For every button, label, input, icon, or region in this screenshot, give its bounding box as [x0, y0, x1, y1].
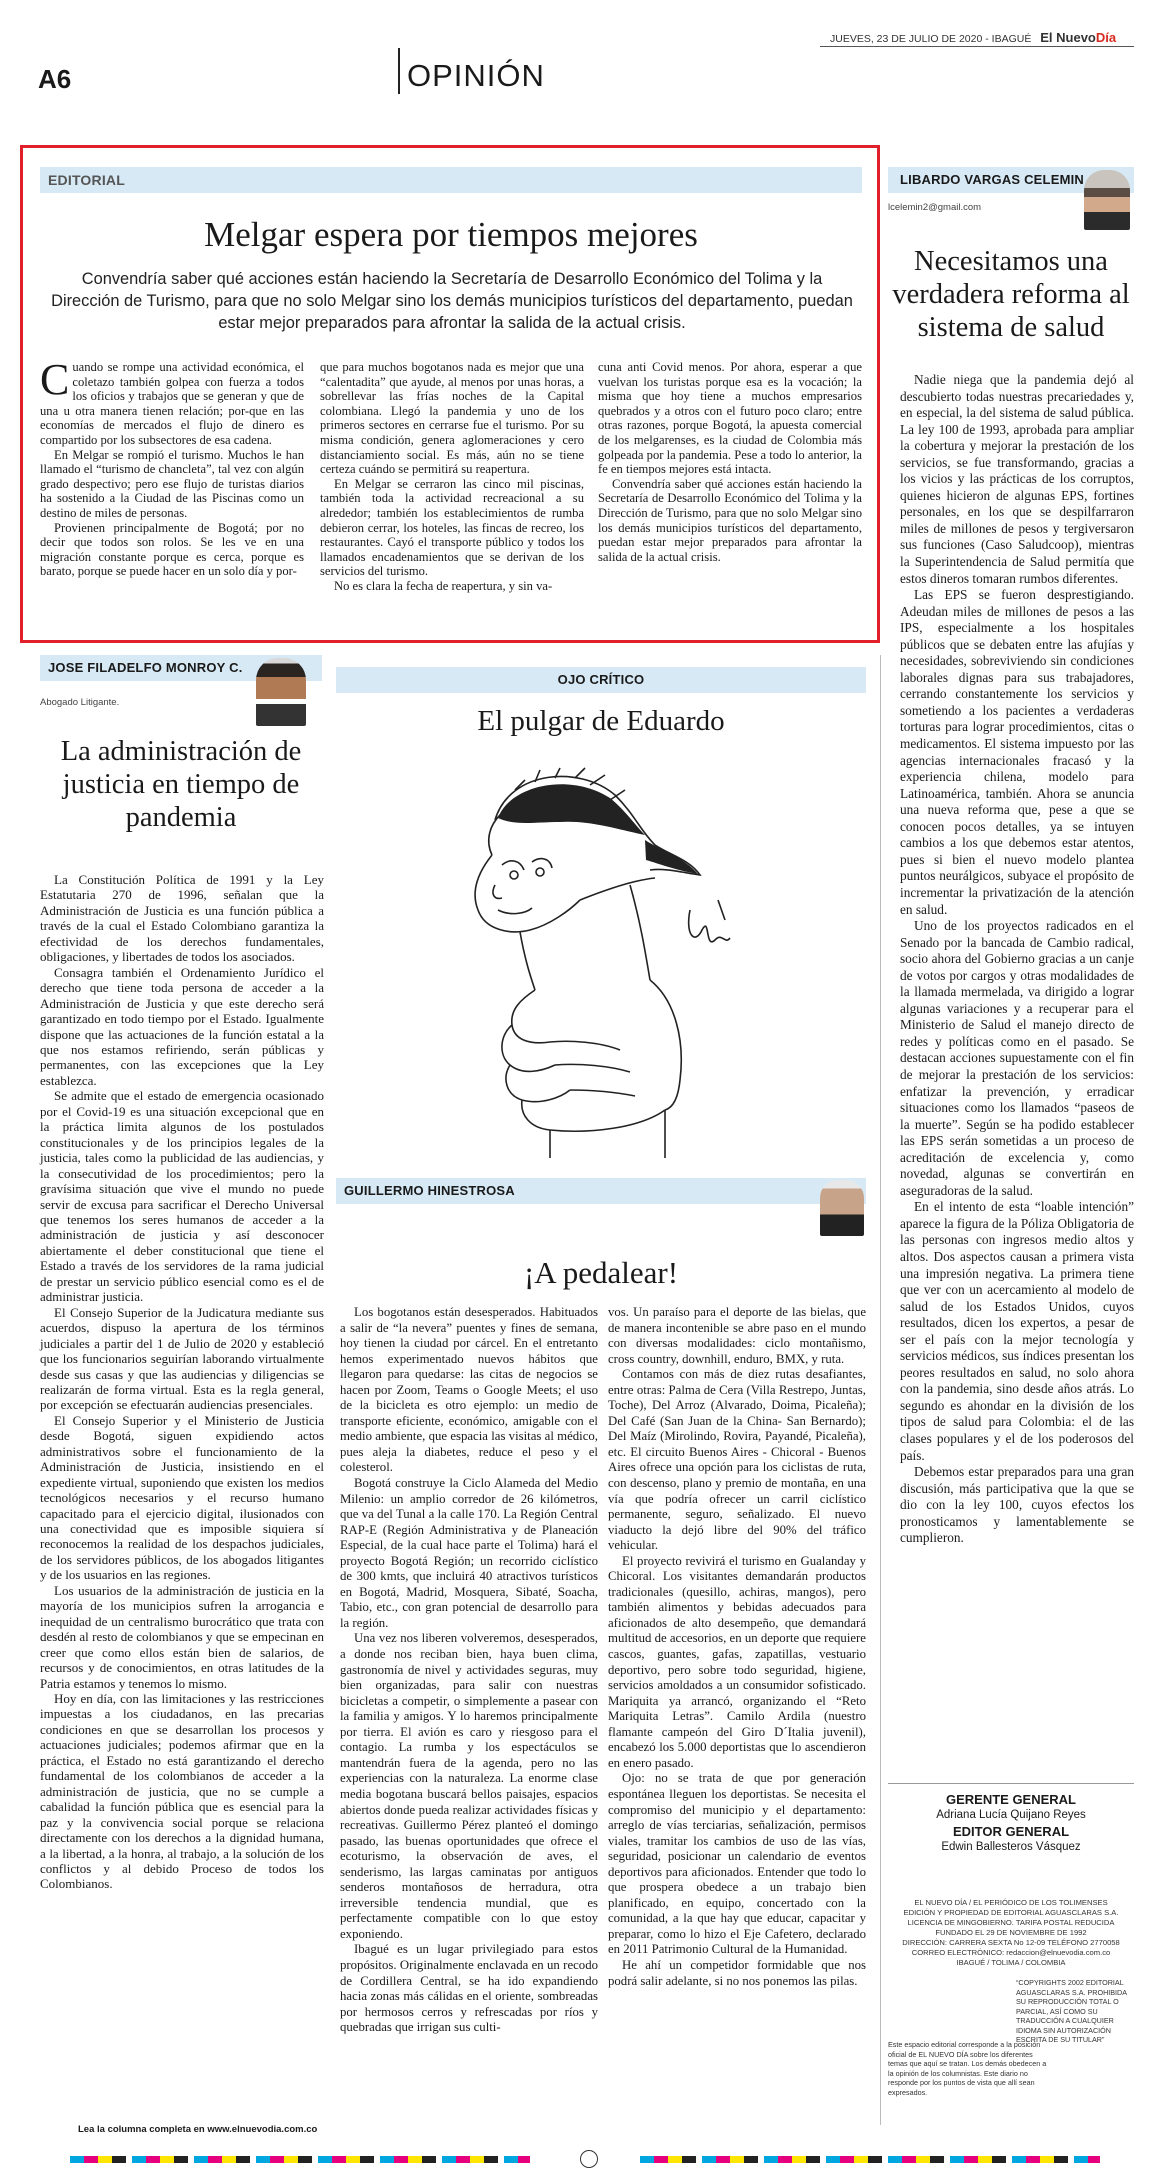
monroy-p1: La Constitución Política de 1991 y la Ley Estatutaria 270 de 1996, señalan que la Administración de Justicia es una función pública a través de la cual el Estado Colombiano garantiza la efectividad de los derechos fundamentales, obligaciones, y libertades de todos los asociados.	[40, 872, 324, 965]
hinestrosa-col-1	[340, 1305, 598, 2036]
monroy-author: JOSE FILADELFO MONROY C.	[48, 660, 243, 675]
editorial-col3-p2: Convendría saber qué acciones están haciendo la Secretaría de Desarrollo Económico del Tolima y la Dirección de Turismo, para que no solo Melgar sino los demás municipios turísticos del departamento, puedan estar mejor preparados para afrontar la salida de la actual crisis.	[598, 476, 862, 564]
editorial-col2-p3: No es clara la fecha de reapertura, y sin va-	[334, 578, 553, 593]
monroy-title: La administración de justicia en tiempo de pandemia	[60, 736, 302, 833]
hinestrosa-col1-p2: Bogotá construye la Ciclo Alameda del Medio Milenio: un amplio corredor de 26 kilómetros, que va del Tunal a la calle 170. La Región Central RAP-E (Región Administrativa y de Planeación Especial, de la cual hace parte el Tolima) hará el proyecto Bogotá Región; un recorrido ciclístico de 300 kmts, que incluirá 40 atractivos turísticos en Bogotá, Madrid, Mosquera, Sibaté, Soacha, Tabio, etc., con gran potencial de desarrollo para la región.	[340, 1476, 598, 1630]
hinestrosa-col2-p5: He ahí un competidor formidable que nos podrá salir adelante, si no nos ponemos las pilas.	[608, 1957, 866, 1988]
editor-label: EDITOR GENERAL	[952, 1824, 1070, 1839]
hinestrosa-col2-p1: vos. Un paraíso para el deporte de las bielas, que de manera incontenible se abre paso en el mundo con diversas modalidades: ciclo montañismo, cross country, downhill, enduro, BMX, y ruta.	[608, 1305, 866, 1366]
imprint-line: EDICIÓN Y PROPIEDAD DE EDITORIAL AGUASCLARAS S.A.	[903, 1908, 1119, 1917]
monroy-author-photo	[256, 658, 306, 726]
editorial-col1-p2: En Melgar se rompió el turismo. Muchos le han llamado el “turismo de chancleta”, tal vez con algún grado despectivo; pero ese flujo de turistas diarios ha sostenido a la Ciudad de las Piscinas como un destino de miles de personas.	[40, 447, 304, 520]
color-bar	[70, 2156, 530, 2163]
hinestrosa-title: ¡A pedalear!	[523, 1255, 679, 1290]
masthead	[1040, 30, 1116, 45]
vargas-email: lcelemin2@gmail.com	[888, 202, 982, 213]
dateline-text: JUEVES, 23 DE JULIO DE 2020 - IBAGUÉ	[830, 33, 1032, 45]
gerente-name: Adriana Lucía Quijano Reyes	[936, 1809, 1086, 1821]
page-number: A6	[38, 64, 72, 94]
section-title: OPINIÓN	[407, 58, 545, 93]
hinestrosa-col2-p3: El proyecto revivirá el turismo en Gualanday y Chicoral. Los visitantes demandarán productos tradicionales (quesillo, achiras, mangos), pero también alimentos y bebidas adecuados para aficionados de alto desempeño, que demandará multitud de accesorios, en un deporte que requiere cascos, guantes, gafas, zapatillas, vestuario deportivo, pero sobre todo seguridad, higiene, servicios amoldados a un consumidor sofisticado. Mariquita ya arrancó, organizando el “Reto Mariquita Letras”. Camilo Ardila (nuestro flamante campeón del Giro D´Italia juvenil), encabezó los 5.000 deportistas que lo ascendieron en enero pasado.	[608, 1553, 866, 1770]
vargas-p1: Nadie niega que la pandemia dejó al descubierto todas nuestras precariedades y, en especial, la del sistema de salud pública. La ley 100 de 1993, aprobada para ampliar la cobertura y mejorar la prestación de los servicios, se fue transformando, gracias a los vicios y las prácticas de los corruptos, quienes hicieron de algunas EPS, fortines personales, en los que se despilfarraron miles de millones de pesos y tergiversaron sus funciones (Caso Saludcoop), mientras la Superintendencia de Salud permitía que estos dineros tomaran rumbos diferentes.	[900, 372, 1134, 586]
vargas-p3: Uno de los proyectos radicados en el Senado por la bancada de Cambio radical, socio ahora del Gobierno gracias a un canje de votos por cargos y otras modalidades de la llamada mermelada, va dirigido a lograr algunas variaciones y a recuperar para el Ministerio de Salud el manejo directo de redes y políticas como en el pasado. Se destacan acciones supuestamente con el fin de mejorar la prestación de los servicios: enfatizar la prevención, y erradicar situaciones como los llamados “paseos de la muerte”. Según se ha podido establecer las EPS serán sometidas a un proceso de acreditación de excelencia y, como novedad, algunas se convertirán en aseguradoras de la salud.	[900, 918, 1134, 1198]
column-rule-right	[880, 655, 881, 2125]
hinestrosa-author: GUILLERMO HINESTROSA	[344, 1183, 515, 1198]
gerente-label: GERENTE GENERAL	[945, 1792, 1076, 1807]
monroy-role: Abogado Litigante.	[40, 697, 120, 708]
imprint-line: DIRECCIÓN: CARRERA SEXTA No 12-09 TELÉFONO 2770058	[902, 1938, 1120, 1947]
section-divider	[398, 48, 400, 94]
imprint-line: EL NUEVO DÍA / EL PERIÓDICO DE LOS TOLIMENSES	[914, 1898, 1108, 1907]
ojo-critico-title: El pulgar de Eduardo	[477, 705, 725, 737]
dateline	[830, 30, 1116, 45]
imprint-line: LICENCIA DE MINGOBIERNO. TARIFA POSTAL REDUCIDA	[907, 1918, 1115, 1927]
hinestrosa-col1-p4: Ibagué es un lugar privilegiado para estos propósitos. Originalmente enclavada en un recodo de Cordillera Central, se ha ido expandiendo hacia zonas más cálidas en el oriente, sombreadas por hermosos cerros y refrescadas por ríos y quebradas que irrigan sus culti-	[340, 1942, 598, 2035]
copyright-notice: “COPYRIGHTS 2002 EDITORIAL AGUASCLARAS S.A. PROHIBIDA SU REPRODUCCIÓN TOTAL O PARCIAL, ASÍ COMO SU TRADUCCIÓN A CUALQUIER IDIOMA SIN AUTORIZACIÓN ESCRITA DE SU TITULAR”	[1016, 1978, 1127, 2044]
color-bar	[640, 2156, 1100, 2163]
hinestrosa-col-2	[608, 1305, 866, 1989]
staff-top-rule	[888, 1783, 1134, 1784]
editorial-col2-p2: En Melgar se cerraron las cinco mil piscinas, también toda la actividad recreacional a su alrededor; también los establecimientos de rumba debieron cerrar, los hoteles, las fincas de recreo, los restaurantes. Cayó el transporte público y todos los llamados encadenamientos que se derivan de los servicios del turismo.	[320, 476, 584, 579]
monroy-p5: El Consejo Superior y el Ministerio de Justicia desde Bogotá, siguen expidiendo actos administrativos sobre el funcionamiento de la Administración de Justicia, insistiendo en el expediente virtual, suponiendo que existen los medios tecnológicos necesarios y el recurso humano capacitado para el ejercicio digital, ilusionados con una conectividad que es imposible siquiera sí reconocemos la realidad de los despachos judiciales, de los servidores públicos, de los abogados litigantes y de los usuarios en las regiones.	[40, 1412, 324, 1583]
header-rule	[820, 46, 1134, 47]
registration-mark	[580, 2150, 598, 2168]
vargas-p5: Debemos estar preparados para una gran discusión, más participativa que la que se dio con la ley 100, cuyos efectos los pronosticamos y lamentablemente se cumplieron.	[900, 1464, 1134, 1546]
imprint-line: FUNDADO EL 29 DE NOVIEMBRE DE 1992	[935, 1928, 1087, 1937]
monroy-body	[40, 872, 324, 1892]
editorial-dropcap: C	[40, 355, 70, 404]
staff-box	[888, 1792, 1134, 1853]
ojo-critico-label: OJO CRÍTICO	[557, 672, 645, 687]
editorial-col2-p1: que para muchos bogotanos nada es mejor que una “calentadita” que ayude, al menos por unas horas, a sobrellevar las frías noches de la Capital colombiana. Llegó la pandemia y uno de los primeros sectores en cerrarse fue el turismo. Por su misma condición, genera aglomeraciones y cero distanciamiento social. Es más, aún no se tiene certeza cuándo se permitirá su reapertura.	[320, 360, 584, 477]
imprint	[888, 1898, 1134, 1968]
editorial-title: Melgar espera por tiempos mejores	[204, 215, 698, 254]
monroy-p2: Consagra también el Ordenamiento Jurídico el derecho que tiene toda persona de acceder a la Administración de Justicia y que este derecho será garantizado en todo tiempo por el Estado. Igualmente dispone que las actuaciones de la función estatal a la que nos estamos refiriendo, serán públicas y permanentes, con las excepciones que la Ley establezca.	[40, 964, 324, 1088]
editorial-col3-p1: cuna anti Covid menos. Por ahora, esperar a que vuelvan los turistas porque esa es la vocación; la misma que hoy tiene a muchos empresarios quebrados y a otros con el futuro poco claro; entre otras razones, porque Bogotá, la apuesta comercial de los melgarenses, es la ciudad de Colombia más golpeada por la pandemia. Pese a todo lo anterior, la fe en tiempos mejores está intacta.	[598, 360, 862, 477]
editorial-col1-p1: uando se rompe una actividad económica, el coletazo también golpea con fuerza a todos los oficios y trabajos que se generan y que de una u otra manera tienen relación; por-que en las economías de mercados el flujo de dinero es compartido por los subsectores de esa cadena.	[40, 360, 304, 447]
editorial-col-3	[598, 360, 862, 564]
masthead-accent: Día	[1095, 30, 1117, 45]
hinestrosa-col1-p3: Una vez nos liberen volveremos, desesperados, a donde nos reciban bien, haya buen clima, gastronomía de nivel y actividades seguras, muy bien organizadas, para salir con nuestras bicicletas a competir, o simplemente a pasear con la familia y amigos. Y lo haremos principalmente por tierra. El avión es caro y riesgoso para el contagio. La rumba y los espectáculos se mantendrán fuera de la agenda, pero no las experiencias con la naturaleza. La enorme clase media bogotana buscará bellos paisajes, espacios abiertos donde pueda realizar actividades físicas y recreativas. Guillermo Pérez planteó el domingo pasado, las buenas oportunidades que ofrece el ecoturismo, la observación de aves, el senderismo, las largas caminatas por antiguos senderos montañosos de herradura, otra irreversible tendencia mundial, que es perfectamente compatible con lo que estoy exponiendo.	[340, 1631, 598, 1941]
vargas-p4: En el intento de esta “loable intención” aparece la figura de la Póliza Obligatoria de las personas con ingresos medio altos y altos. Dos aspectos causan a primera vista una impresión negativa. La primera tiene que ver con un acercamiento al modelo de salud de los Estados Unidos, cuyos resultados, dicen los expertos, a pesar de ser el país con la mejor tecnología y servicios médicos, sus índices presentan los peores resultados en salud, no solo ahora con la pandemia, sino desde años atrás. Lo segundo es ahondar en la división de los tipos de salud para Colombia: el de las clases populares y el de los poderosos del país.	[900, 1199, 1134, 1463]
editorial-label-bar	[40, 167, 862, 193]
editorial-col1-p3: Provienen principalmente de Bogotá; por no decir que todos son rolos. Se les ve en una migración constante porque es cerca, porque es barato, porque se puede hacer en un solo día y por-	[40, 520, 304, 579]
hinestrosa-author-photo	[820, 1180, 864, 1236]
hinestrosa-col2-p4: Ojo: no se trata de que por generación espontánea lleguen los deportistas. Se necesita el compromiso del municipio y el departamento: arreglo de vías terciarias, señalización, permisos viales, tramitar los cambios de uso de las vías, seguridad, posicionar un calendario de eventos deportivos para aficionados. Entender que todo lo que prospera obedece a un trabajo bien planificado, en equipo, concertado con la comunidad, a la que hay que educar, capacitar y preparar, como lo hizo el Eje Cafetero, declarado en 2011 Patrimonio Cultural de la Humanidad.	[608, 1771, 866, 1957]
imprint-line: IBAGUÉ / TOLIMA / COLOMBIA	[956, 1958, 1066, 1967]
monroy-p4: El Consejo Superior de la Judicatura mediante sus acuerdos, dispuso la apertura de los términos judiciales a partir del 1 de Julio de 2020 y estableció que los funcionarios seguirían laborando virtualmente desde sus casas y que las audiencias y diligencias se realizarán de forma virtual. Esta es la regla general, por excepción se efectuarán audiencias presenciales.	[40, 1304, 324, 1413]
vargas-p2: Las EPS se fueron desprestigiando. Adeudan miles de millones de pesos a las IPS, especialmente a los hospitales públicos que se debaten entre las afujías y necesidades, sobreviviendo sin condiciones laborales dignas para sus trabajadores, cerrando constantemente los servicios y sometiendo a los pacientes a verdaderas torturas para lograr procedimientos, citas o medicamentos. El sistema impuesto por las agencias internacionales fracasó y la experiencia chilena, modelo para Latinoamérica, también. Ahora se anuncia una nueva reforma que, pese a que se conocen pocos detalles, ya se intuyen cambios a los que debemos estar atentos, pues si bien el nuevo modelo plantea puntos neurálgicos, subyace el propósito de incrementar la privatización de la atención en salud.	[900, 587, 1134, 917]
vargas-title: Necesitamos una verdadera reforma al sistema de salud	[892, 246, 1130, 343]
editor-name: Edwin Ballesteros Vásquez	[941, 1841, 1081, 1853]
monroy-p6: Los usuarios de la administración de justicia en la mayoría de los municipios sufren la arrogancia e inequidad de un centralismo burocrático que trata con desdén al resto de colombianos y que se empecinan en creer que como ellos están bien de salarios, de recursos y de conocimientos, en otras latitudes de la Patria estamos y tenemos lo mismo.	[40, 1582, 324, 1691]
editorial-deck: Convendría saber qué acciones están haciendo la Secretaría de Desarrollo Económico del Tolima y la Dirección de Turismo, para que no solo Melgar sino los demás municipios turísticos del departamento, puedan estar mejor preparados para afrontar la salida de la actual crisis.	[51, 270, 853, 332]
hinestrosa-col1-p1: Los bogotanos están desesperados. Habituados a salir de “la nevera” puentes y fines de semana, hoy tienen la ciudad por cárcel. En el entretanto hemos experimentado nuevos hábitos que llegaron para quedarse: las citas de negocios se hacen por Zoom, Teams o Google Meets; el uso de la bicicleta es otro ejemplo: un medio de transporte eficiente, económico, amigable con el medio ambiente, que espacia las visitas al médico, pues aleja la diabetes, reduce el peso y el colesterol.	[340, 1305, 598, 1475]
editorial-disclaimer: Este espacio editorial corresponde a la posición oficial de EL NUEVO DÍA sobre los diferentes temas que aquí se tratan. Los demás obedecen a la opinión de los columnistas. Este diario no responde por los puntos de vista que allí sean expresados.	[888, 2040, 1047, 2097]
masthead-bold: El Nuevo	[1040, 30, 1096, 45]
vargas-body	[900, 372, 1134, 1547]
monroy-footer-link[interactable]: Lea la columna completa en www.elnuevodia.com.co	[78, 2124, 318, 2135]
editorial-col-1	[40, 355, 304, 579]
monroy-p7: Hoy en día, con las limitaciones y las restricciones impuestas a los ciudadanos, en las precarias condiciones en que se desarrollan los procesos y actuaciones judiciales; podemos afirmar que en la práctica, el Estado no está garantizando el derecho fundamental de los colombianos de acceder a la administración de justicia, que no se cumple a cabalidad la función pública que es esencial para la paz y la convivencia social porque se relaciona directamente con los derechos a la dignidad humana, a la libertad, a la honra, al trabajo, a la solución de los conflictos y al debido Proceso de todos los Colombianos.	[40, 1691, 324, 1892]
vargas-author-photo	[1084, 170, 1130, 230]
editorial-label: EDITORIAL	[48, 172, 125, 188]
hinestrosa-col2-p2: Contamos con más de diez rutas desafiantes, entre otras: Palma de Cera (Villa Restrepo, Juntas, Toche), Del Arroz (Alvarado, Doima, Picaleña); Del Café (San Juan de la China- San Bernardo); Del Maíz (Mirolindo, Rovira, Payandé, Picaleña), etc. El circuito Buenos Aires - Chicoral - Buenos Aires ofrece una opción para los ciclistas de ruta, con descenso, plano y premio de montaña, en una vía que podría ofrecer un carril ciclístico permanente, seguro, señalizado. El nuevo viaducto la dejó libre del 90% del tráfico vehicular.	[608, 1367, 866, 1553]
editorial-col-2	[320, 360, 584, 594]
vargas-author: LIBARDO VARGAS CELEMIN	[900, 172, 1084, 187]
monroy-p3: Se admite que el estado de emergencia ocasionado por el Covid-19 es una situación excepcional que en la práctica limita algunos de los postulados constitucionales y de los principios legales de la justicia, tales como la publicidad de las audiencias, y la consecutividad de los procedimientos; pero la gravísima situación que vive el mundo no puede servir de excusa para sacrificar el Derecho Universal que tenemos los seres humanos de acceder a la administración de justicia y así desconocer abiertamente el deber constitucional que tiene el Estado a través de los servidores de la rama judicial de prestar un servicio público esencial como es el de administrar justicia.	[40, 1088, 324, 1305]
cartoon-drawing	[440, 760, 770, 1160]
imprint-line: CORREO ELECTRÓNICO: redaccion@elnuevodia.com.co	[911, 1948, 1111, 1957]
